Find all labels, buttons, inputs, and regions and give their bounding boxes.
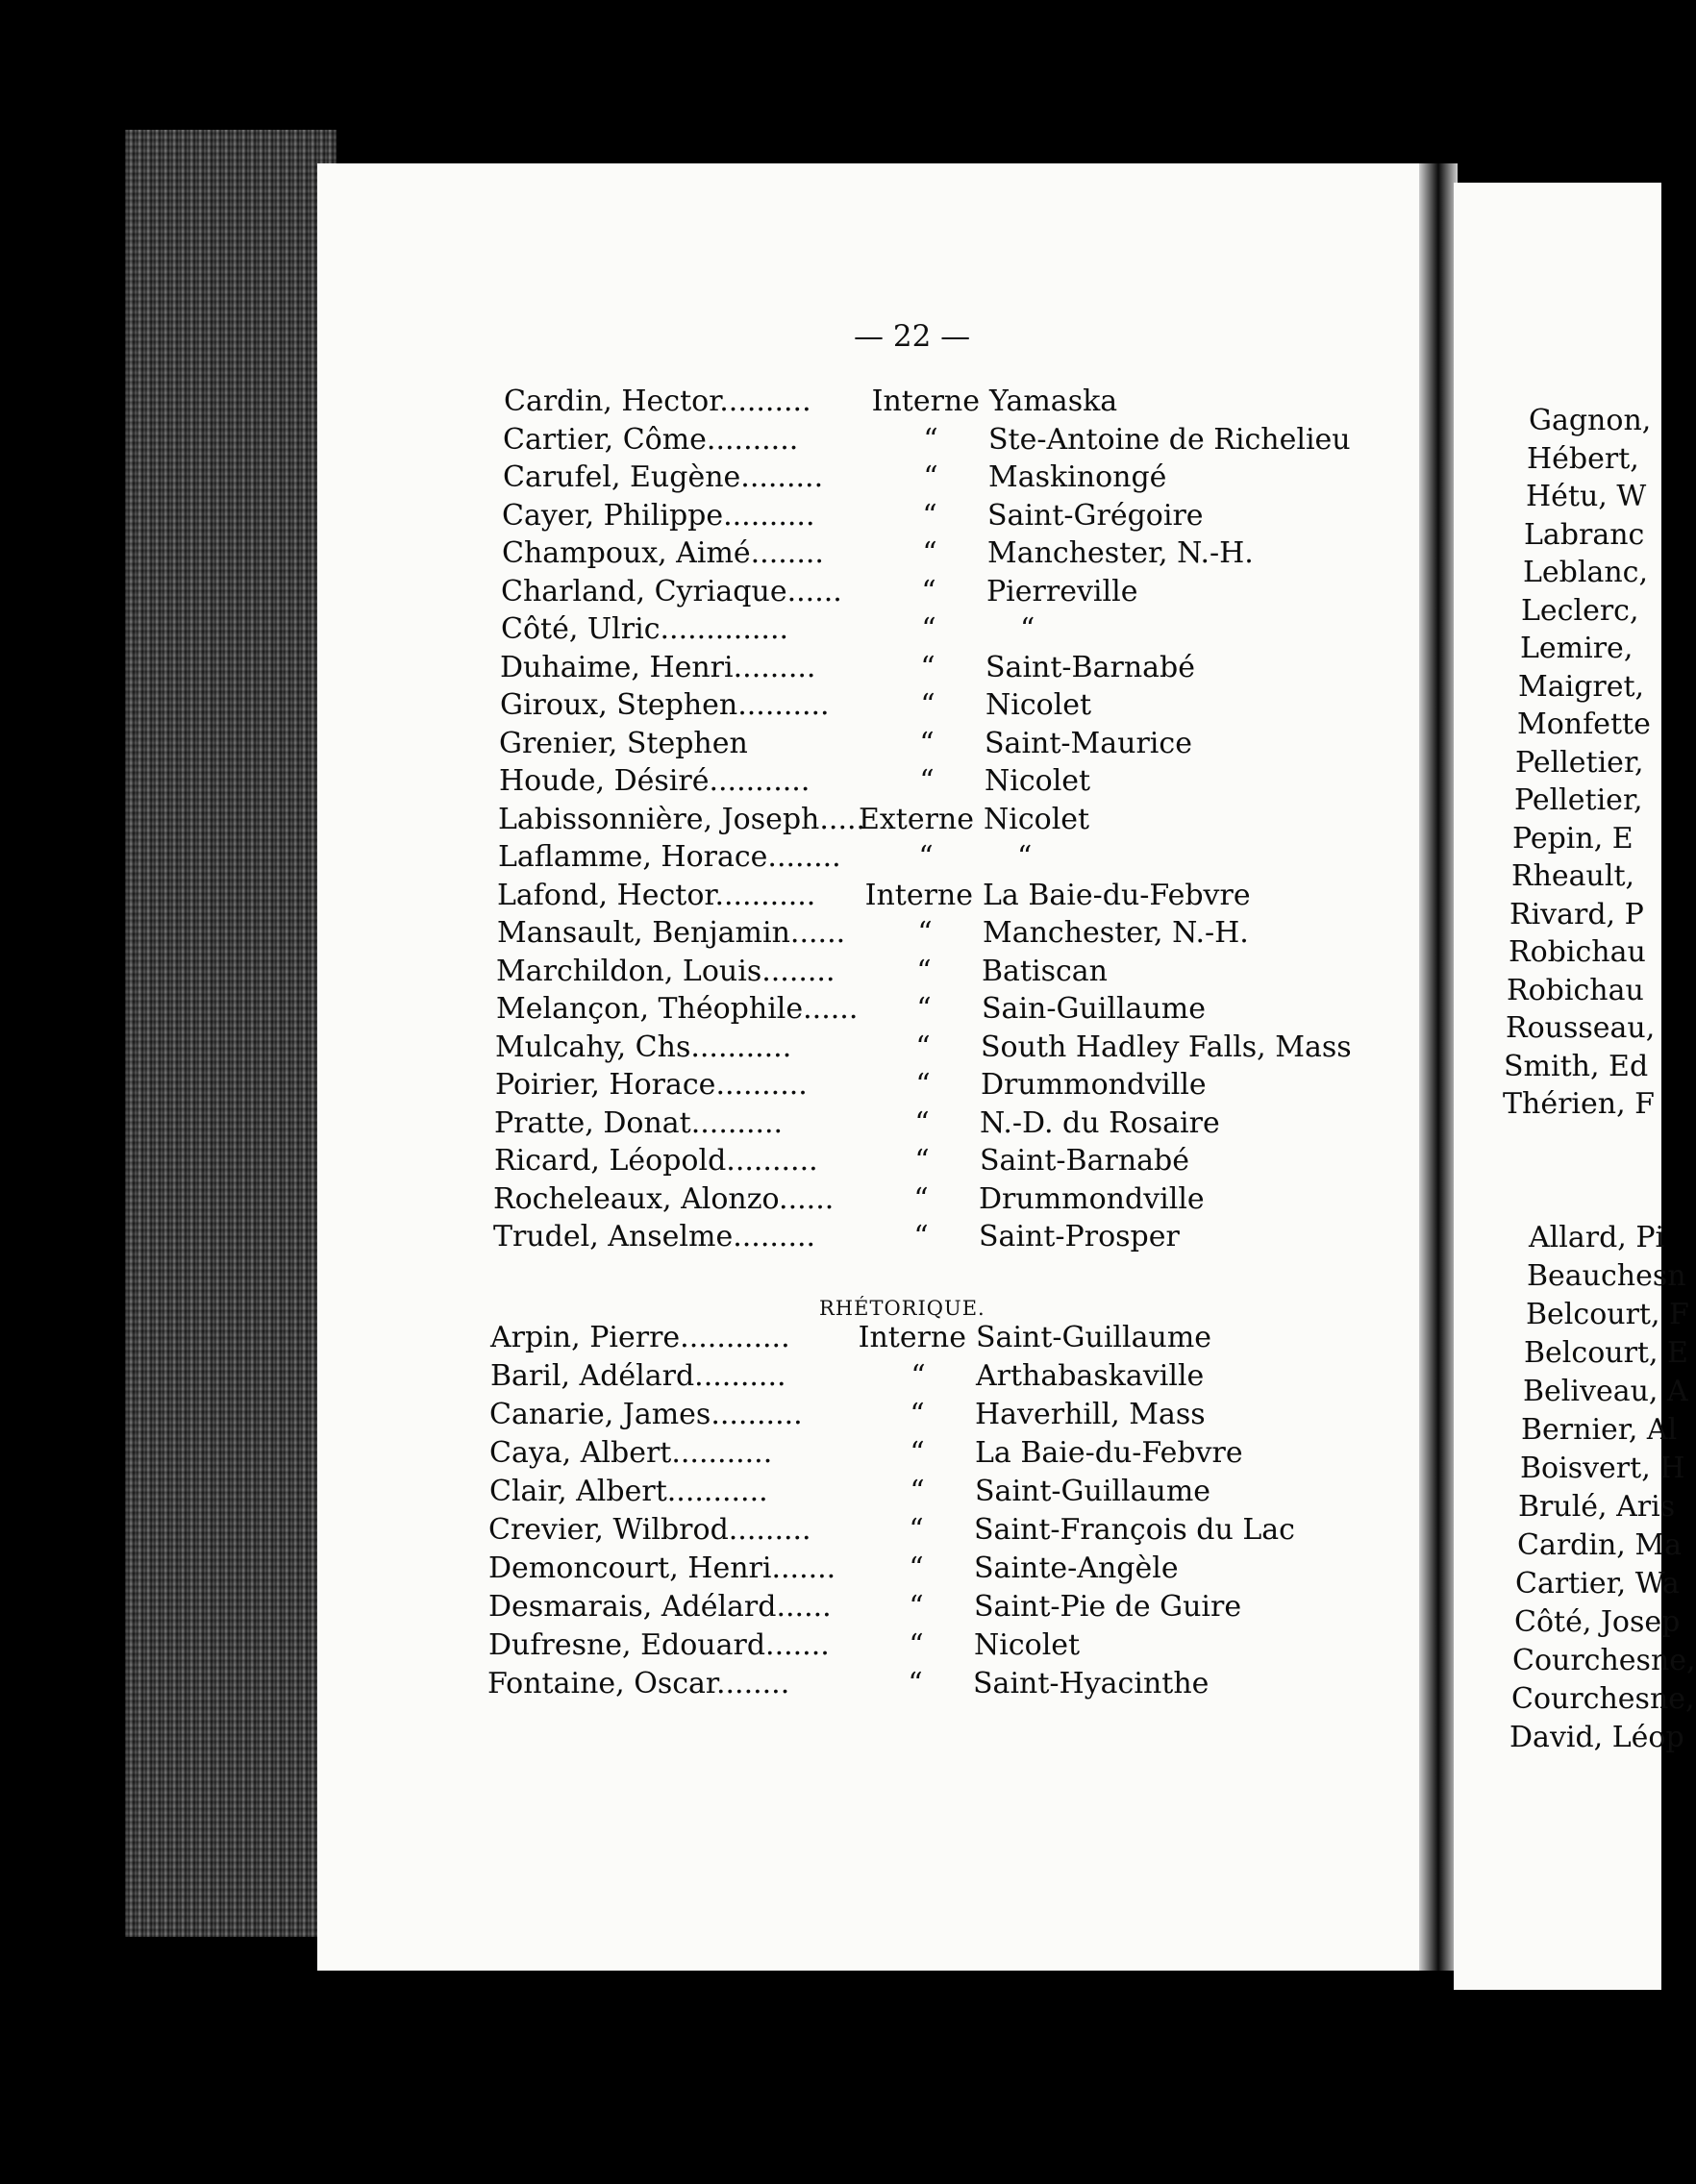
right-page-name: Lemire, <box>1520 632 1634 665</box>
right-page-name: Bernier, Al <box>1521 1413 1678 1447</box>
boarding-status: “ <box>920 688 935 722</box>
boarding-status: Interne <box>858 1321 966 1354</box>
home-town: Drummondville <box>979 1181 1205 1216</box>
student-name: Crevier, Wilbrod......... <box>488 1513 811 1547</box>
student-name: Côté, Ulric.............. <box>501 612 789 646</box>
list-row <box>498 801 1344 839</box>
right-page-name: Hébert, <box>1527 441 1639 476</box>
right-page-name: Courchesne, <box>1512 1644 1696 1677</box>
list-row <box>489 1434 1335 1473</box>
right-page-name: Courchesne, <box>1511 1682 1695 1716</box>
section-heading: RHÉTORIQUE. <box>819 1297 985 1320</box>
list-row <box>502 497 1348 535</box>
list-row <box>500 649 1346 687</box>
right-page-name: Robichau <box>1507 973 1644 1007</box>
student-name: Mansault, Benjamin...... <box>497 916 846 950</box>
right-page-name: Smith, Ed <box>1504 1049 1649 1083</box>
boarding-status: “ <box>917 916 933 950</box>
right-page-name: Pepin, E <box>1512 821 1634 856</box>
right-page-name: Belcourt, E <box>1524 1336 1688 1370</box>
list-row <box>503 421 1349 459</box>
list-row <box>504 383 1350 421</box>
list-row <box>495 1066 1341 1104</box>
right-page-name: Brulé, Aris <box>1518 1490 1676 1524</box>
list-row <box>490 1319 1336 1357</box>
student-name: Rocheleaux, Alonzo...... <box>493 1181 835 1216</box>
home-town: Batiscan <box>982 954 1108 988</box>
home-town: Nicolet <box>974 1628 1081 1662</box>
list-row <box>499 725 1345 763</box>
right-page-name: Gagnon, <box>1529 404 1652 437</box>
home-town: Saint-Guillaume <box>975 1475 1211 1508</box>
student-name: Trudel, Anselme......... <box>493 1220 816 1253</box>
right-page-name: Beliveau, A <box>1523 1375 1688 1408</box>
student-name: Dufresne, Edouard....... <box>488 1628 830 1662</box>
student-name: Baril, Adélard.......... <box>490 1359 786 1393</box>
list-row <box>495 1029 1352 1067</box>
home-town: Sain-Guillaume <box>982 992 1206 1026</box>
student-name: Marchildon, Louis........ <box>496 954 836 988</box>
boarding-status: “ <box>921 612 936 646</box>
right-page-name: Rivard, P <box>1509 897 1644 931</box>
boarding-status: “ <box>918 840 934 874</box>
student-name: Mulcahy, Chs........... <box>495 1030 792 1064</box>
list-row <box>490 1357 1336 1396</box>
boarding-status: “ <box>910 1475 925 1508</box>
student-name: Fontaine, Oscar........ <box>487 1667 790 1700</box>
right-page-name: Monfette <box>1517 707 1651 741</box>
home-town: Saint-François du Lac <box>974 1513 1295 1547</box>
boarding-status: “ <box>922 536 937 570</box>
home-town: N.-D. du Rosaire <box>980 1105 1220 1140</box>
boarding-status: “ <box>913 1220 929 1253</box>
student-name: Champoux, Aimé........ <box>502 536 824 570</box>
list-row <box>500 686 1346 725</box>
right-page-name: Belcourt, F <box>1526 1298 1689 1331</box>
right-page-name: David, Léop <box>1509 1721 1684 1754</box>
home-town: Saint-Hyacinthe <box>973 1667 1210 1700</box>
right-page-name: Robichau <box>1509 935 1646 969</box>
student-name: Melançon, Théophile...... <box>496 992 859 1026</box>
right-page-name: Hétu, W <box>1526 480 1647 513</box>
boarding-status: “ <box>909 1590 924 1624</box>
student-name: Pratte, Donat.......... <box>494 1105 784 1140</box>
list-row <box>498 838 1344 877</box>
home-town: Saint-Maurice <box>985 726 1192 760</box>
home-town: Nicolet <box>985 764 1091 798</box>
list-row <box>499 762 1345 801</box>
list-row <box>494 1104 1340 1143</box>
list-row <box>488 1511 1334 1550</box>
list-row <box>493 1218 1339 1256</box>
boarding-status: “ <box>909 1551 924 1585</box>
home-town: Manchester, N.-H. <box>983 916 1249 950</box>
home-town: South Hadley Falls, Mass <box>981 1030 1352 1064</box>
student-name: Cayer, Philippe.......... <box>502 498 815 533</box>
home-town: Sainte-Angèle <box>974 1551 1179 1585</box>
student-name: Laflamme, Horace........ <box>498 840 841 874</box>
right-page-name: Rheault, <box>1511 859 1635 893</box>
home-town: Drummondville <box>981 1068 1207 1102</box>
boarding-status: “ <box>920 650 935 684</box>
boarding-status: “ <box>915 1030 931 1064</box>
boarding-status: “ <box>913 1181 929 1216</box>
student-name: Desmarais, Adélard...... <box>488 1590 832 1624</box>
home-town: Yamaska <box>989 385 1118 418</box>
boarding-status: Externe <box>858 802 974 836</box>
right-page-name: Leblanc, <box>1523 556 1649 589</box>
home-town: Nicolet <box>985 688 1092 722</box>
right-page-name: Thérien, F <box>1503 1087 1655 1121</box>
list-row <box>501 610 1347 649</box>
right-page-name: Allard, Pi <box>1529 1221 1665 1254</box>
student-name: Clair, Albert........... <box>489 1475 768 1508</box>
home-town: Saint-Prosper <box>979 1220 1180 1253</box>
home-town: Saint-Grégoire <box>987 498 1204 533</box>
boarding-status: “ <box>915 1068 931 1102</box>
boarding-status: “ <box>921 574 936 608</box>
boarding-status: “ <box>919 726 935 760</box>
boarding-status: “ <box>923 460 938 494</box>
page-number: — 22 — <box>854 319 971 354</box>
right-page-name: Pelletier, <box>1514 783 1643 817</box>
home-town: La Baie-du-Febvre <box>983 878 1251 912</box>
boarding-status: “ <box>909 1628 924 1662</box>
home-town: Arthabaskaville <box>976 1359 1205 1393</box>
student-name: Grenier, Stephen <box>499 726 748 760</box>
boarding-status: “ <box>910 1359 926 1393</box>
student-name: Carufel, Eugène......... <box>503 460 824 494</box>
right-page-name: Beauchesn <box>1527 1259 1686 1293</box>
student-name: Duhaime, Henri......... <box>500 650 816 684</box>
list-row <box>501 573 1347 611</box>
list-row <box>497 877 1343 915</box>
student-name: Houde, Désiré........... <box>499 764 811 798</box>
student-name: Lafond, Hector........... <box>497 878 816 912</box>
home-town: Haverhill, Mass <box>975 1398 1206 1431</box>
list-row <box>494 1142 1340 1180</box>
right-page-name: Rousseau, <box>1506 1011 1656 1045</box>
boarding-status: “ <box>910 1398 925 1431</box>
student-name: Charland, Cyriaque...... <box>501 574 842 608</box>
boarding-status: “ <box>919 764 935 798</box>
boarding-status: Interne <box>871 385 980 418</box>
list-row <box>489 1396 1335 1434</box>
student-name: Arpin, Pierre............ <box>490 1321 790 1354</box>
list-row <box>497 914 1343 953</box>
boarding-status: “ <box>922 498 937 533</box>
boarding-status: “ <box>908 1667 923 1700</box>
home-town: Nicolet <box>984 802 1090 836</box>
boarding-status: Interne <box>864 878 973 912</box>
book-page-edges <box>125 130 337 1937</box>
student-name: Giroux, Stephen.......... <box>500 688 830 722</box>
list-row <box>493 1180 1339 1219</box>
student-name: Labissonnière, Joseph..... <box>498 802 866 836</box>
list-row <box>496 953 1342 991</box>
boarding-status: “ <box>909 1513 924 1547</box>
list-row <box>503 459 1349 497</box>
home-town: Saint-Barnabé <box>980 1144 1189 1178</box>
home-town: “ <box>1020 612 1035 646</box>
right-page-name: Cardin, Ma <box>1517 1528 1682 1562</box>
home-town: Maskinongé <box>988 460 1167 494</box>
boarding-status: “ <box>910 1436 925 1470</box>
boarding-status: “ <box>916 954 932 988</box>
right-page-name: Labranc <box>1524 517 1645 552</box>
home-town: Manchester, N.-H. <box>987 536 1254 570</box>
list-row <box>488 1588 1334 1626</box>
student-name: Demoncourt, Henri....... <box>488 1551 836 1585</box>
home-town: Ste-Antoine de Richelieu <box>988 422 1351 457</box>
list-row <box>496 990 1342 1029</box>
home-town: La Baie-du-Febvre <box>975 1436 1243 1470</box>
right-page <box>1454 183 1696 1990</box>
book-gutter <box>1419 163 1458 1971</box>
boarding-status: “ <box>916 992 932 1026</box>
list-row <box>488 1626 1334 1665</box>
student-name: Poirier, Horace.......... <box>495 1068 808 1102</box>
home-town: “ <box>1017 840 1033 874</box>
student-name: Cartier, Côme.......... <box>503 422 799 457</box>
student-name: Ricard, Léopold.......... <box>494 1144 818 1178</box>
right-page-name: Leclerc, <box>1521 593 1639 628</box>
home-town: Saint-Barnabé <box>985 650 1195 684</box>
boarding-status: “ <box>914 1105 930 1140</box>
right-page-name: Côté, Josep <box>1514 1605 1681 1639</box>
list-row <box>488 1550 1334 1588</box>
right-page-name: Cartier, Wa <box>1515 1567 1680 1601</box>
list-row <box>502 534 1348 573</box>
home-town: Pierreville <box>986 574 1138 608</box>
home-town: Saint-Guillaume <box>976 1321 1212 1354</box>
boarding-status: “ <box>914 1144 930 1178</box>
right-page-name: Pelletier, <box>1515 745 1644 780</box>
student-name: Canarie, James.......... <box>489 1398 803 1431</box>
boarding-status: “ <box>923 422 938 457</box>
right-page-name: Boisvert, H <box>1520 1452 1685 1485</box>
list-row <box>489 1473 1335 1511</box>
list-row <box>487 1665 1334 1703</box>
home-town: Saint-Pie de Guire <box>974 1590 1242 1624</box>
student-name: Cardin, Hector.......... <box>504 385 811 418</box>
student-name: Caya, Albert........... <box>489 1436 773 1470</box>
right-page-name: Maigret, <box>1518 669 1645 704</box>
